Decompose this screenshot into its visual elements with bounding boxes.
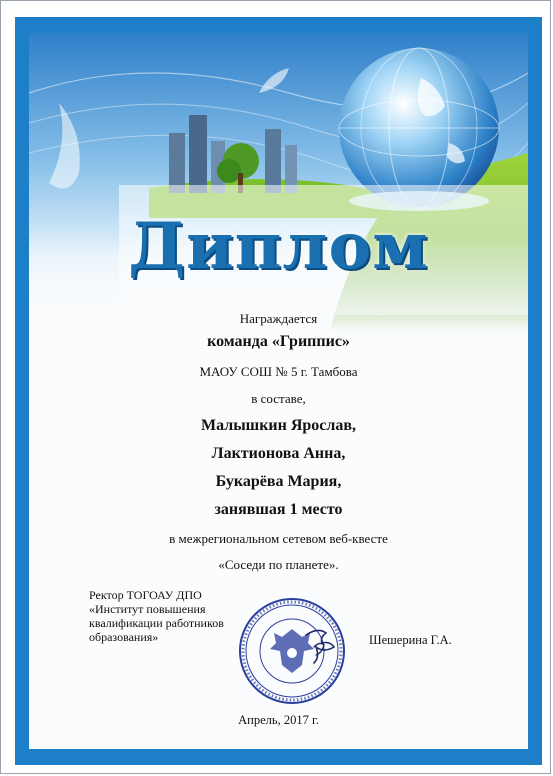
place-line: занявшая 1 место <box>214 501 343 518</box>
awarded-line: Награждается <box>239 311 318 326</box>
signatory-line-2: «Институт повышения <box>89 602 206 616</box>
school-line: МАОУ СОШ № 5 г. Тамбова <box>199 364 358 379</box>
signatory-line-3: квалификации работников <box>89 616 224 630</box>
signer-name: Шешерина Г.А. <box>369 633 452 647</box>
composition-line: в составе, <box>251 391 306 406</box>
signatory-line-1: Ректор ТОГОАУ ДПО <box>89 588 202 602</box>
diploma-page <box>29 33 528 749</box>
issue-date: Апрель, 2017 г. <box>238 713 319 727</box>
official-seal-stamp <box>236 595 348 707</box>
member-1: Малышкин Ярослав, <box>200 417 357 434</box>
globe-banner-image <box>29 33 528 333</box>
event-name-line: «Соседи по планете». <box>218 557 339 572</box>
event-line: в межрегиональном сетевом веб-квесте <box>169 531 388 546</box>
member-3: Букарёва Мария, <box>215 473 342 490</box>
signatory-line-4: образования» <box>89 630 159 644</box>
signatory-title <box>89 588 224 644</box>
member-2: Лактионова Анна, <box>211 445 346 462</box>
diploma-title: Диплом <box>128 209 429 284</box>
team-line: команда «Гриппис» <box>207 333 350 350</box>
